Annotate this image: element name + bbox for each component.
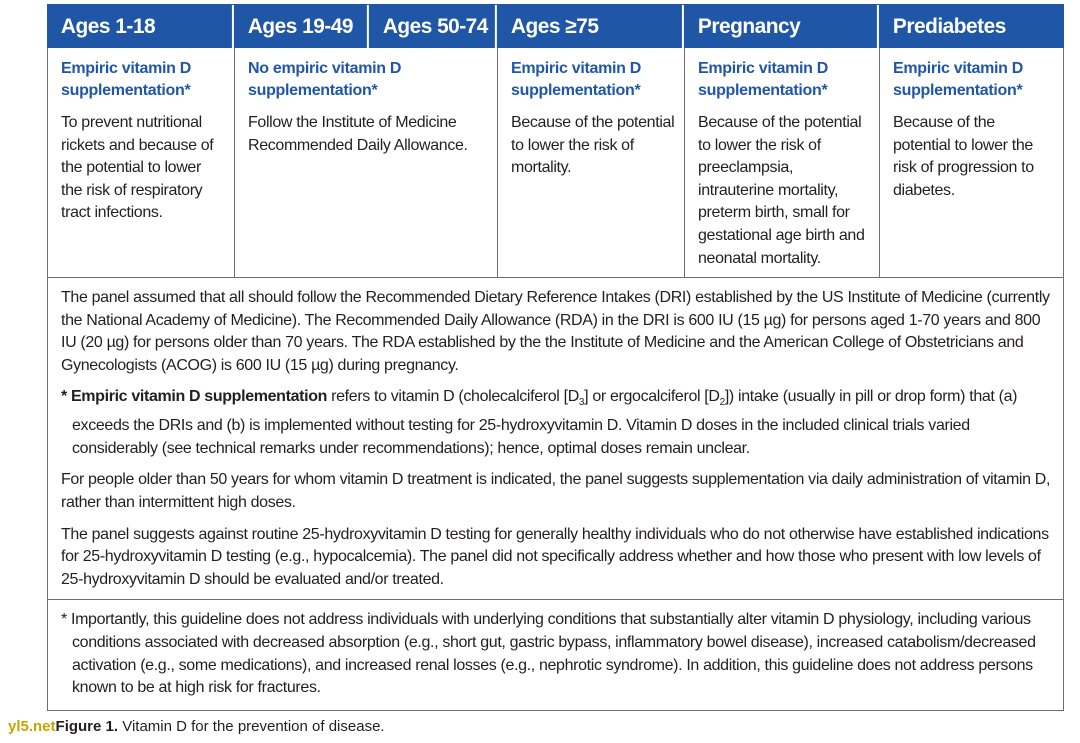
watermark: yl5.net bbox=[8, 718, 56, 735]
dri-note: The panel assumed that all should follow the Recommended Dietary Reference Intakes (DRI) established by the US Institute of Medicine (currently the National Academy of Medicine). The Recommended Daily Allowance (RDA) in the DRI is 600 IU (15 µg) for persons aged 1-70 years and 800 IU (20 µg) for persons older than 70 years. The RDA established by the the Institute of Medicine and the American College of Obstetricians and Gynecologists (ACOG) is 600 IU (15 µg) during pregnancy. bbox=[61, 289, 1050, 374]
subscript: 2 bbox=[719, 397, 725, 409]
footnote-star: * bbox=[61, 388, 71, 406]
subscript: 3 bbox=[578, 397, 585, 409]
age-group-header-row bbox=[47, 4, 1064, 48]
column-title: Empiric vitamin D supplementation* bbox=[511, 60, 642, 99]
caption-text: Vitamin D for the prevention of disease. bbox=[118, 718, 385, 735]
definition-term: Empiric vitamin D supplementation bbox=[70, 388, 328, 406]
empiric-definition-note bbox=[61, 386, 1051, 460]
header-ages-19-49: Ages 19-49 bbox=[235, 5, 369, 48]
header-ages-75-plus: Ages ≥75 bbox=[498, 5, 684, 48]
recommendation-columns bbox=[47, 48, 1064, 278]
figure-caption bbox=[8, 718, 385, 735]
column-title: No empiric vitamin D supplementation* bbox=[248, 60, 402, 99]
column-ages-19-74 bbox=[235, 48, 498, 277]
column-pregnancy bbox=[685, 48, 880, 277]
daily-dosing-note: For people older than 50 years for whom vitamin D treatment is indicated, the panel suggests supplementation via daily administration of vitamin D, rather than intermittent high doses. bbox=[61, 471, 1051, 511]
column-ages-75-plus bbox=[498, 48, 685, 277]
guideline-caveat bbox=[47, 600, 1064, 710]
header-prediabetes: Prediabetes bbox=[892, 15, 1006, 38]
figure-label: Figure 1. bbox=[55, 718, 119, 735]
testing-note: The panel suggests against routine 25-hydroxyvitamin D testing for generally healthy individuals who do not otherwise have established indications for 25-hydroxyvitamin D testing (e.g., hypocalcemia). The panel did not specifically address whether and how those who present with low levels of 25-hydroxyvitamin D should be evaluated and/or treated. bbox=[61, 525, 1049, 588]
column-body: Follow the Institute of Medicine Recommended Daily Allowance. bbox=[248, 114, 468, 154]
column-body: Because of the potential to lower the risk of preeclampsia, intrauterine mortality, preterm birth, small for gestational age birth and neonatal mortality. bbox=[698, 114, 865, 267]
header-ages-50-74: Ages 50-74 bbox=[370, 5, 497, 48]
vitamin-d-figure bbox=[47, 4, 1064, 711]
column-body: To prevent nutritional rickets and because of the potential to lower the risk of respiratory tract infections. bbox=[61, 114, 214, 222]
definition-text: ] or ergocalciferol [D bbox=[584, 388, 720, 406]
column-title: Empiric vitamin D supplementation* bbox=[893, 60, 1024, 99]
column-ages-1-18 bbox=[48, 48, 235, 277]
definition-text: ]) intake (usually in pill or drop form) that (a) exceeds the DRIs and (b) is implemented without testing for 25-hydroxyvitamin D. Vitamin D doses in the included clinical trials varied considerably (see technical remarks under recommendations); hence, optimal doses remain unclear. bbox=[72, 388, 1018, 457]
column-title: Empiric vitamin D supplementation* bbox=[61, 60, 192, 99]
header-ages-1-18: Ages 1-18 bbox=[48, 5, 234, 48]
column-body: Because of the potential to lower the risk of progression to diabetes. bbox=[893, 114, 1034, 199]
column-prediabetes bbox=[880, 48, 1063, 277]
column-title: Empiric vitamin D supplementation* bbox=[698, 60, 829, 99]
definition-text: refers to vitamin D (cholecalciferol [D bbox=[327, 388, 579, 406]
column-body: Because of the potential to lower the risk of mortality. bbox=[511, 114, 675, 177]
caveat-text: * Importantly, this guideline does not address individuals with underlying conditions that substantially alter vitamin D physiology, including various conditions associated with decreased absorption (e.g., short gut, gastric bypass, inflammatory bowel disease), increased catabolism/decreased activation (e.g., some medications), and increased renal losses (e.g., nephrotic syndrome). In addition, this guideline does not address persons known to be at high risk for fractures. bbox=[61, 611, 1036, 697]
panel-notes bbox=[47, 278, 1064, 600]
header-pregnancy: Pregnancy bbox=[685, 5, 879, 48]
